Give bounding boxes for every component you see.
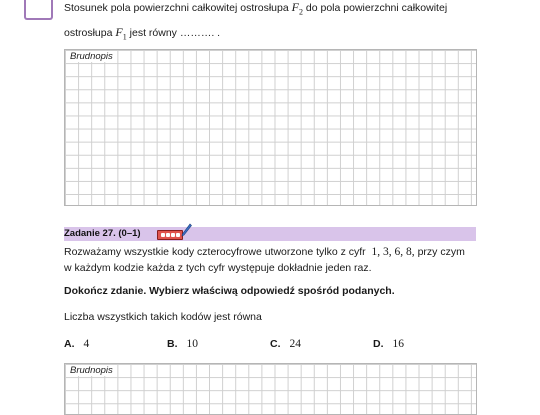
prev-task-line-2 <box>64 25 220 41</box>
task-stem: Liczba wszystkich takich kodów jest równa <box>64 311 262 323</box>
digits: 1, 3, 6, 8, <box>371 246 415 258</box>
prev-task-text-2: ostrosłupa <box>64 27 113 39</box>
task-instruction: Dokończ zdanie. Wybierz właściwą odpowiedź spośród podanych. <box>64 285 395 297</box>
option-c[interactable]: C. 24 <box>270 338 301 350</box>
symbol-f2: $F_2$ <box>291 0 303 17</box>
task-paragraph-1: Rozważamy wszystkie kody czterocyfrowe utworzone tylko z cyfr 1, 3, 6, 8, przy czym <box>64 246 465 258</box>
task-header-bar <box>64 227 476 241</box>
scratch-grid-1[interactable] <box>64 49 477 206</box>
prev-task-text-1-end: do pola powierzchni całkowitej <box>305 2 448 14</box>
option-d[interactable]: D. 16 <box>373 338 404 350</box>
pen-icon <box>180 223 192 239</box>
answer-blank[interactable]: ………. . <box>179 27 221 39</box>
answer-box[interactable] <box>24 0 53 20</box>
scratch-grid-2[interactable] <box>64 363 477 415</box>
task-paragraph-2: w każdym kodzie każda z tych cyfr występuje dokładnie jeden raz. <box>64 262 372 274</box>
option-b[interactable]: B. 10 <box>167 338 198 350</box>
task-title: Zadanie 27. (0–1) <box>64 228 141 239</box>
scratch-label-2: Brudnopis <box>70 365 113 376</box>
prev-task-text-2-end: jest równy <box>129 27 177 39</box>
scratch-label-1: Brudnopis <box>70 51 113 62</box>
prev-task-line-1 <box>64 0 447 16</box>
prev-task-text-1: Stosunek pola powierzchni całkowitej ostrosłupa <box>64 2 289 14</box>
option-a[interactable]: A. 4 <box>64 338 90 350</box>
symbol-f1: $F_1$ <box>115 25 127 42</box>
